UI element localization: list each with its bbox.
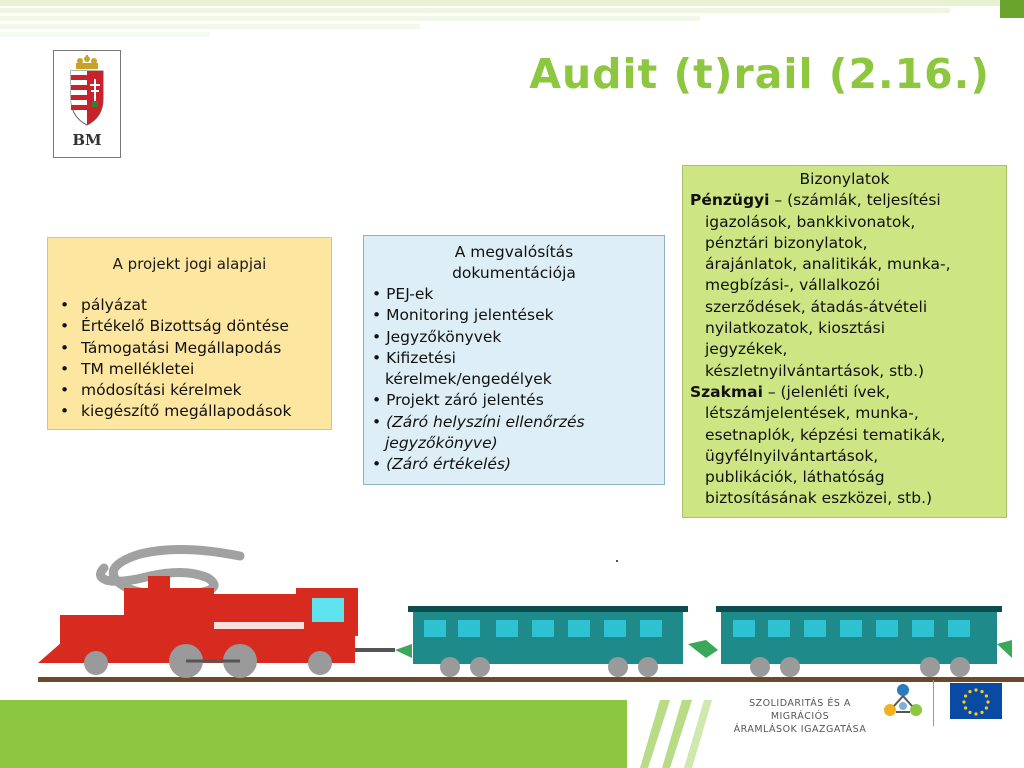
professional-heading: Szakmai – (jelenléti ívek, [690,382,891,401]
financial-line: igazolások, bankkivonatok, [705,212,916,231]
financial-line: készletnyilvántartások, stb.) [705,361,925,380]
legal-basis-title: A projekt jogi alapjai [112,255,267,273]
financial-heading: Pénzügyi – (számlák, teljesítési [690,191,941,210]
page-title: Audit (t)rail (2.16.) [529,50,990,98]
list-item: • TM mellékletei [60,359,195,378]
professional-line: biztosításának eszközei, stb.) [705,489,933,508]
receipts-text [683,169,1006,510]
list-item: • pályázat [60,296,148,314]
list-item: • kiegészítő megállapodások [60,402,292,421]
locomotive-icon [38,576,395,678]
smoke-icon [100,549,240,594]
professional-line: publikációk, láthatóság [705,468,885,487]
professional-line: ügyfélnyilvántartások, [705,446,879,465]
wagon-icon [408,606,688,677]
legal-basis-list [60,295,291,423]
legal-basis-box [47,237,332,430]
list-item: • Projekt záró jelentés [372,391,544,410]
list-item: • módosítási kérelmek [60,381,242,400]
bm-logo [53,50,121,158]
eu-flag-icon [950,683,1002,719]
financial-line: megbízási-, vállalkozói [705,276,881,295]
financial-line: árajánlatok, analitikák, munka-, [705,255,951,274]
coat-of-arms-icon [54,55,120,135]
financial-line: pénztári bizonylatok, [705,233,868,252]
logo-text: BM [72,131,102,149]
receipts-title: Bizonylatok [799,170,890,188]
solidarity-logo-icon [880,680,926,726]
professional-line: létszámjelentések, munka-, [705,404,919,423]
list-item: • (Záró értékelés) [372,455,512,474]
financial-line: nyilatkozatok, kiosztási [705,319,886,338]
list-item: • Támogatási Megállapodás [60,338,282,357]
financial-line: jegyzékek, [705,340,788,359]
list-item: • (Záró helyszíni ellenőrzés jegyzőkönyve) [372,412,585,453]
list-item: • Kifizetési kérelmek/engedélyek [372,348,552,389]
footer-slashes [640,700,720,768]
footer-divider [933,680,934,726]
implementation-docs-title: A megvalósítás dokumentációja [452,243,576,282]
financial-line: szerződések, átadás-átvételi [705,297,928,316]
list-item: • PEJ-ek [372,285,434,303]
top-decorative-stripes [0,0,1024,40]
list-item: • Jegyzőkönyvek [372,327,502,346]
receipts-box [682,165,1007,518]
list-item: • Monitoring jelentések [372,306,554,325]
list-item: • Értékelő Bizottság döntése [60,317,289,336]
footer-agency-name: SZOLIDARITÁS ÉS A MIGRÁCIÓS ÁRAMLÁSOK IGAZGATÁSA [733,698,867,735]
wagon-icon [716,606,1012,677]
implementation-docs-box [363,235,665,485]
implementation-docs-list [372,284,662,476]
professional-line: esetnaplók, képzési tematikák, [705,425,946,444]
train-illustration [0,540,1024,700]
